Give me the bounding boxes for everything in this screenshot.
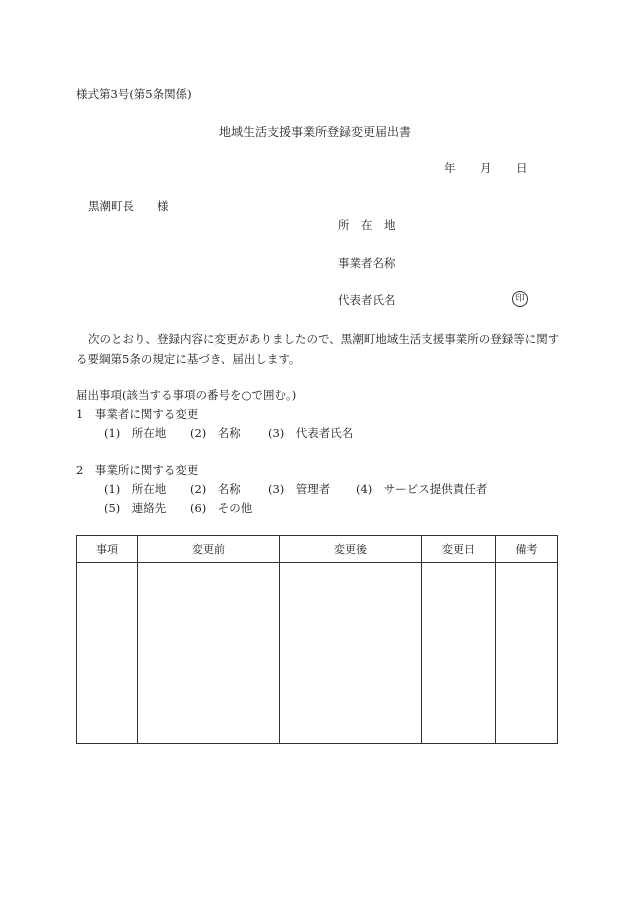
cell-remarks[interactable]	[496, 563, 558, 744]
header-change-date: 変更日	[422, 536, 496, 563]
section-1-option-2: (2) 名称	[190, 426, 241, 440]
section-1-option-3: (3) 代表者氏名	[268, 426, 354, 440]
addressee: 黒潮町長 様	[88, 199, 169, 213]
header-item: 事項	[77, 536, 138, 563]
section-2-option-5: (5) 連絡先	[104, 501, 167, 515]
section-2-option-2: (2) 名称	[190, 482, 241, 496]
section-1-option-1: (1) 所在地	[104, 426, 167, 440]
body-text: 次のとおり、登録内容に変更がありましたので、黒潮町地域生活支援事業所の登録等に関する要綱第5条の規定に基づき、届出します。	[76, 332, 560, 366]
date-day-label: 日	[516, 161, 528, 175]
header-before-change: 変更前	[138, 536, 280, 563]
notification-items-heading: 届出事項(該当する事項の番号を○で囲む。)	[76, 388, 297, 402]
seal-mark: 印	[512, 291, 528, 307]
document-title: 地域生活支援事業所登録変更届出書	[218, 125, 411, 139]
date-year-label: 年	[444, 161, 456, 175]
section-2-option-1: (1) 所在地	[104, 482, 167, 496]
table-body-row	[77, 563, 558, 744]
cell-after-change[interactable]	[280, 563, 422, 744]
cell-item[interactable]	[77, 563, 138, 744]
section-2-option-3: (3) 管理者	[268, 482, 331, 496]
representative-name-label: 代表者氏名	[338, 293, 396, 307]
section-2-option-4: (4) サービス提供責任者	[356, 482, 488, 496]
form-number: 様式第3号(第5条関係)	[76, 87, 192, 101]
section-2-title: 2 事業所に関する変更	[76, 463, 199, 477]
address-label: 所 在 地	[338, 218, 396, 232]
section-1-title: 1 事業者に関する変更	[76, 407, 199, 421]
header-remarks: 備考	[496, 536, 558, 563]
cell-change-date[interactable]	[422, 563, 496, 744]
change-table	[76, 535, 558, 744]
header-after-change: 変更後	[280, 536, 422, 563]
business-name-label: 事業者名称	[338, 256, 396, 270]
date-month-label: 月	[480, 161, 492, 175]
table-header-row	[77, 536, 558, 563]
section-2-option-6: (6) その他	[190, 501, 253, 515]
cell-before-change[interactable]	[138, 563, 280, 744]
